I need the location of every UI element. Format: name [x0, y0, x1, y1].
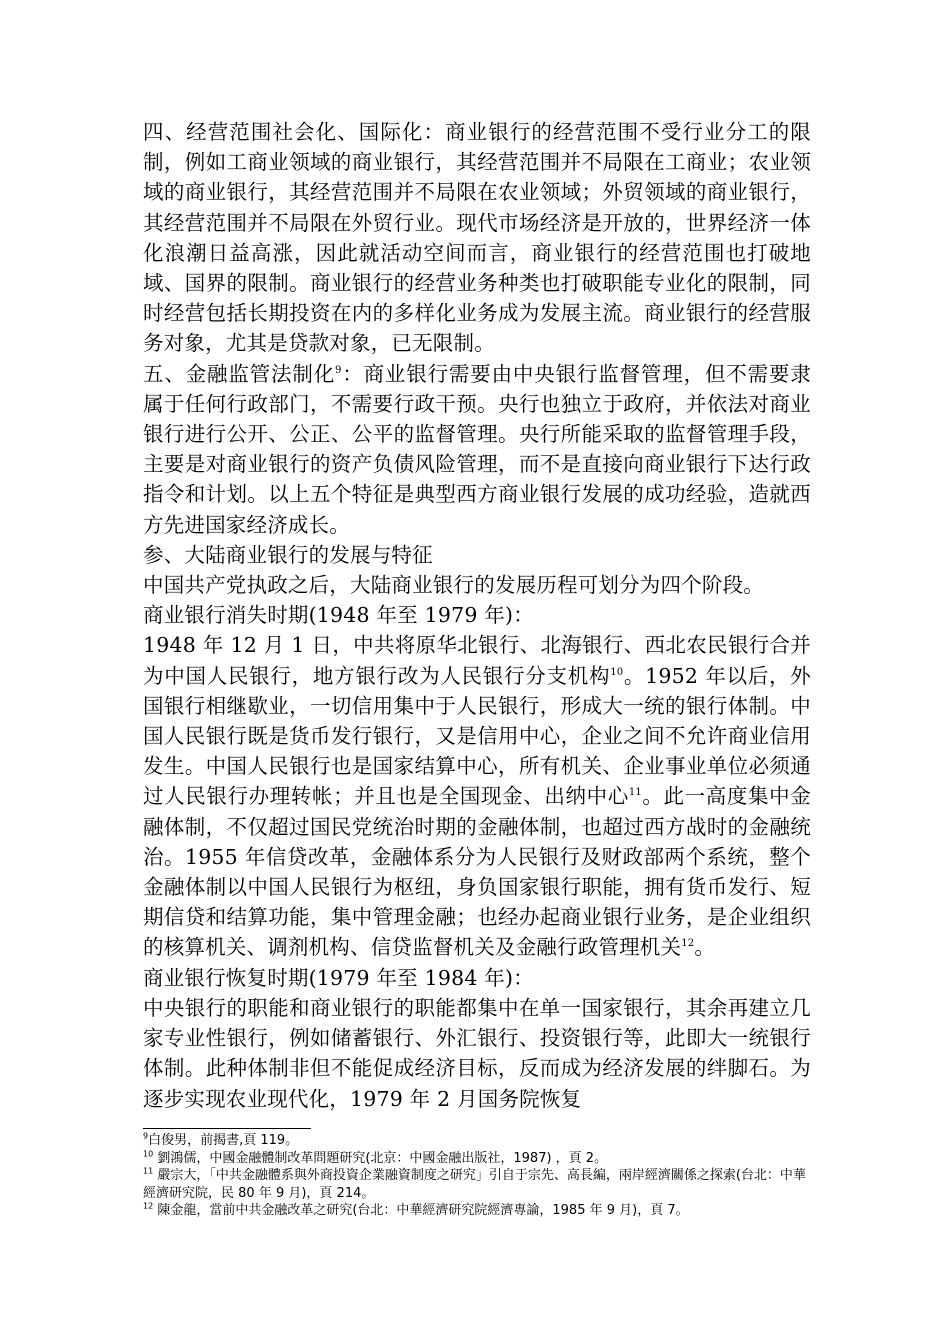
subheading-disappearance-period: 商业银行消失时期(1948 年至 1979 年)：: [143, 603, 534, 628]
footnote-ref: 9: [335, 364, 342, 376]
footnote-separator: [143, 1128, 311, 1129]
paragraph-text: 。1952 年以后，外国银行相继歇业，一切信用集中于人民银行，形成大一统的银行体制。中国人民银行既是货币发行银行，又是信用中心，企业之间不允许商业信用发生。中国人民银行也是国家结算中心，所有机关、企业事业单位必须通过人民银行办理转帐；并且也是全国现金、出纳中心: [143, 663, 811, 809]
paragraph-text: ：商业银行需要由中央银行监督管理，但不需要隶属于任何行政部门，不需要行政干预。央行也独立于政府，并依法对商业银行进行公开、公正、公平的监督管理。央行所能采取的监督管理手段，主要是对商业银行的资产负债风险管理，而不是直接向商业银行下达行政指令和计划。以上五个特征是典型西方商业银行发展的成功经验，造就西方先进国家经济成长。: [143, 361, 811, 537]
paragraph-text: 。: [694, 935, 716, 960]
footnote-item: [143, 1150, 811, 1168]
footnote-text: 嚴宗大，「中共金融體系與外商投資企業融資制度之研究」引自于宗先、高長編，兩岸經濟關係之探索(台北：中華經濟研究院，民 80 年 9 月)，頁 214。: [143, 1168, 806, 1201]
footnote-text: 白俊男，前揭書,頁 119。: [148, 1133, 299, 1148]
paragraph-disappearance: [143, 630, 811, 962]
paragraph-recovery: 中央银行的职能和商业银行的职能都集中在单一国家银行，其余再建立几家专业性银行，例如储蓄银行、外汇银行、投资银行等，此即大一统银行体制。此种体制非但不能促成经济目标，反而成为经济发展的绊脚石。为逐步实现农业现代化，1979 年 2 月国务院恢复: [143, 995, 811, 1111]
footnote-item: [143, 1132, 811, 1150]
paragraph-text: 。此一高度集中金融体制，不仅超过国民党统治时期的金融体制，也超过西方战时的金融统治。1955 年信贷改革，金融体系分为人民银行及财政部两个系统，整个金融体制以中国人民银行为枢纽，身负国家银行职能，拥有货币发行、短期信贷和结算功能，集中管理金融；也经办起商业银行业务，是企业组织的核算机关、调剂机构、信贷监督机关及金融行政管理机关: [143, 784, 811, 960]
footnote-item: [143, 1167, 811, 1202]
footnote-text: 陳金龍，當前中共金融改革之研究(台北：中華經濟研究院經濟專論，1985 年 9 月)，頁 7。: [153, 1203, 689, 1218]
footnote-number: 12: [143, 1201, 154, 1211]
body-text: [143, 117, 811, 1114]
footnote-ref: 10: [610, 666, 624, 678]
footnote-ref: 11: [628, 787, 642, 799]
footnote-text: 劉鴻儒，中國金融體制改革問題研究(北京：中國金融出版社，1987) ，頁 2。: [153, 1150, 608, 1166]
section-heading: 参、大陆商业银行的发展与特征: [143, 542, 433, 567]
paragraph-stages-intro: 中国共产党执政之后，大陆商业银行的发展历程可划分为四个阶段。: [143, 573, 764, 598]
footnote-number: 11: [143, 1166, 154, 1176]
subheading-recovery-period: 商业银行恢复时期(1979 年至 1984 年)：: [143, 965, 534, 990]
footnotes: [143, 1132, 811, 1220]
footnote-ref: 12: [681, 938, 695, 950]
paragraph-regulation: [143, 359, 811, 540]
paragraph-text: 1948 年 12 月 1 日，中共将原华北银行、北海银行、西北农民银行合并为中国人民银行，地方银行改为人民银行分支机构: [143, 633, 811, 688]
paragraph-scope-internationalization: 四、经营范围社会化、国际化：商业银行的经营范围不受行业分工的限制，例如工商业领域的商业银行，其经营范围并不局限在工商业；农业领域的商业银行，其经营范围并不局限在农业领域；外贸领域的商业银行，其经营范围并不局限在外贸行业。现代市场经济是开放的，世界经济一体化浪潮日益高涨，因此就活动空间而言，商业银行的经营范围也打破地域、国界的限制。商业银行的经营业务种类也打破职能专业化的限制，同时经营包括长期投资在内的多样化业务成为发展主流。商业银行的经营服务对象，尤其是贷款对象，已无限制。: [143, 120, 811, 356]
footnote-number: 10: [143, 1149, 154, 1159]
footnote-number: 9: [143, 1131, 149, 1141]
footnote-item: [143, 1202, 811, 1220]
paragraph-text: 五、金融监管法制化: [143, 361, 336, 386]
